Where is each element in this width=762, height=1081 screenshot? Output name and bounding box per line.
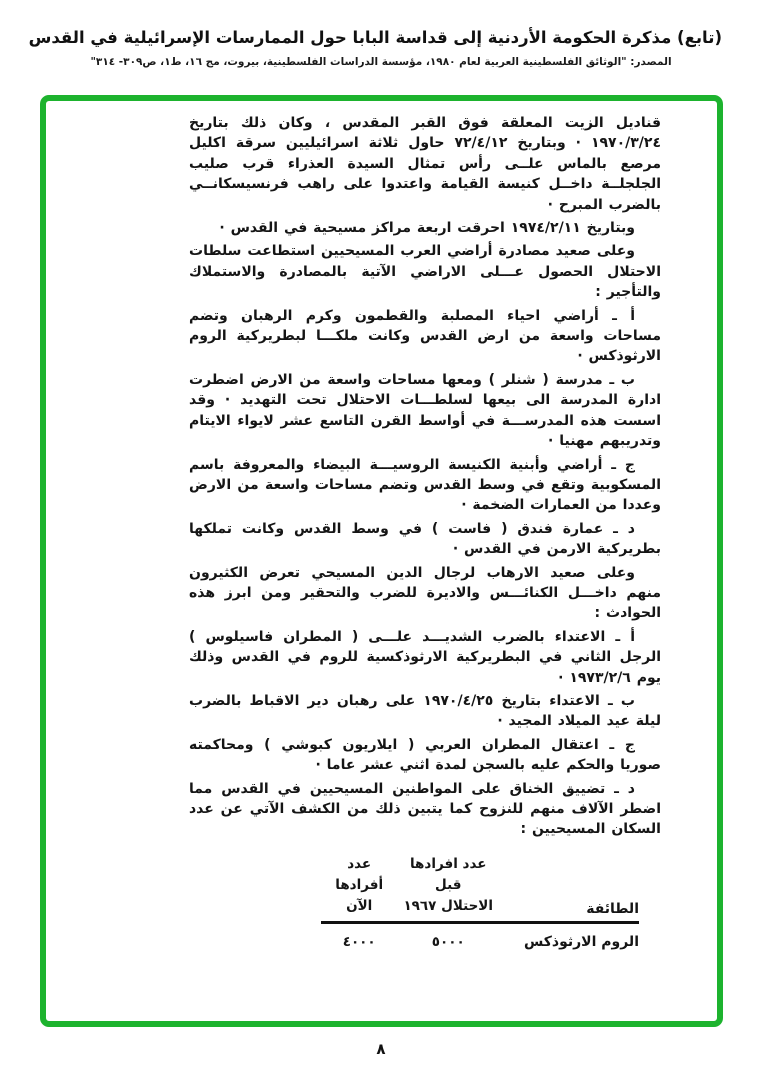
table-header-row (321, 854, 639, 924)
table-header-now-line1: عدد أفرادها (335, 855, 384, 893)
table-header-now (321, 854, 397, 917)
table-cell-now-count: ٤٠٠٠ (342, 933, 376, 950)
list-item-b-monks: ب ـ الاعتداء بتاريخ ١٩٧٠/٤/٢٥ على رهبان دير الاقباط بالضرب ليلة عيد الميلاد المجيد · (189, 692, 661, 730)
document-header (28, 28, 722, 68)
list-item-d-pressure: د ـ تضييق الخناق على المواطنين المسيحيين في القدس مما اضطر الآلاف منهم للنزوح كما يتبين ذلك من الكشف الآتي عن عدد السكان المسيحيين : (189, 780, 661, 838)
paragraph: وعلى صعيد مصادرة أراضي العرب المسيحيين استطاعت سلطات الاحتلال الحصول عـــلى الاراضي الآتية بالمصادرة والاستملاك والتأجير : (189, 243, 661, 301)
list-item-a-assault: أ ـ الاعتداء بالضرب الشديـــد علـــى ( المطران فاسيلوس ) الرجل الثاني في البطريركية الارثوذكسية للروم في القدس وذلك يوم ١٩٧٣/٢/٦ · (189, 628, 661, 686)
table-header-before-line1: عدد افرادها قبل (409, 855, 487, 893)
table-header-now-line2: الآن (346, 897, 373, 914)
table-header-before-line2: الاحتلال ١٩٦٧ (403, 897, 493, 914)
paragraph-continuation: قناديل الزيت المعلقة فوق القبر المقدس ، وكان ذلك بتاريخ ١٩٧٠/٣/٢٤ · وبتاريخ ٧٢/٤/١٢ حاول ثلاثة اسرائيليين سرقة اكليل مرصع بالماس علــى رأس تمثال السيدة العذراء قرب صليب الجلجلــة داخــل كنيسة القيامة واعتدوا على راهب فرنسيسكانــي بالضرب المبرح · (189, 115, 661, 213)
paragraph: وعلى صعيد الارهاب لرجال الدين المسيحي تعرض الكثيرون منهم داخـــل الكنائـــس والاديرة للضرب والتحقير ومن ابرز هذه الحوادث : (189, 564, 661, 622)
content-border-box (40, 95, 723, 1027)
source-citation: المصدر: "الوثائق الفلسطينية العربية لعام ١٩٨٠، مؤسسة الدراسات الفلسطينية، بيروت، مج ١٦، ط١، ص٣٠٩- ٣١٤" (90, 56, 672, 68)
list-item-a-lands: أ ـ أراضي احياء المصلبة والقطمون وكرم الرهبان وتضم مساحات واسعة من ارض القدس وكانت ملكـــا لبطريركية الروم الارثوذكس · (189, 307, 661, 365)
table-header-before (397, 854, 499, 917)
table-cell-before-count: ٥٠٠٠ (431, 933, 465, 950)
list-item-c-russian-church: ج ـ أراضي وأبنية الكنيسة الروسيـــة البيضاء والمعروفة باسم المسكوبية وتقع في وسط القدس وتضم مساحات واسعة من الارض وعددا من العمارات الضخمة · (189, 456, 661, 514)
list-item-b-school: ب ـ مدرسة ( شنلر ) ومعها مساحات واسعة من الارض اضطرت ادارة المدرسة الى بيعها لسلطـــات الاحتلال تحت التهديد · وقد اسست هذه المدرســـة في أواسط القرن التاسع عشر لايواء الايتام وتدريبهم مهنيا · (189, 371, 661, 450)
table-cell-community: الروم الارثوذكس (523, 934, 639, 951)
list-item-c-arrest: ج ـ اعتقال المطران العربي ( ايلاريون كبوشي ) ومحاكمته صوريا والحكم عليه بالسجن لمدة اثني عشر عاما · (189, 736, 661, 774)
paragraph: وبتاريخ ١٩٧٤/٢/١١ احرقت اربعة مراكز مسيحية في القدس · (219, 220, 635, 237)
table-header-category: الطائفة (586, 900, 639, 917)
body-text-column (189, 113, 661, 953)
table-row (321, 924, 639, 953)
page-number: ٨ (376, 1040, 386, 1058)
list-item-d-hotel: د ـ عمارة فندق ( فاست ) في وسط القدس وكانت تملكها بطريركية الارمن في القدس · (189, 520, 661, 558)
document-title: (تابع) مذكرة الحكومة الأردنية إلى قداسة البابا حول الممارسات الإسرائيلية في القدس (28, 28, 722, 47)
population-table (321, 854, 639, 953)
